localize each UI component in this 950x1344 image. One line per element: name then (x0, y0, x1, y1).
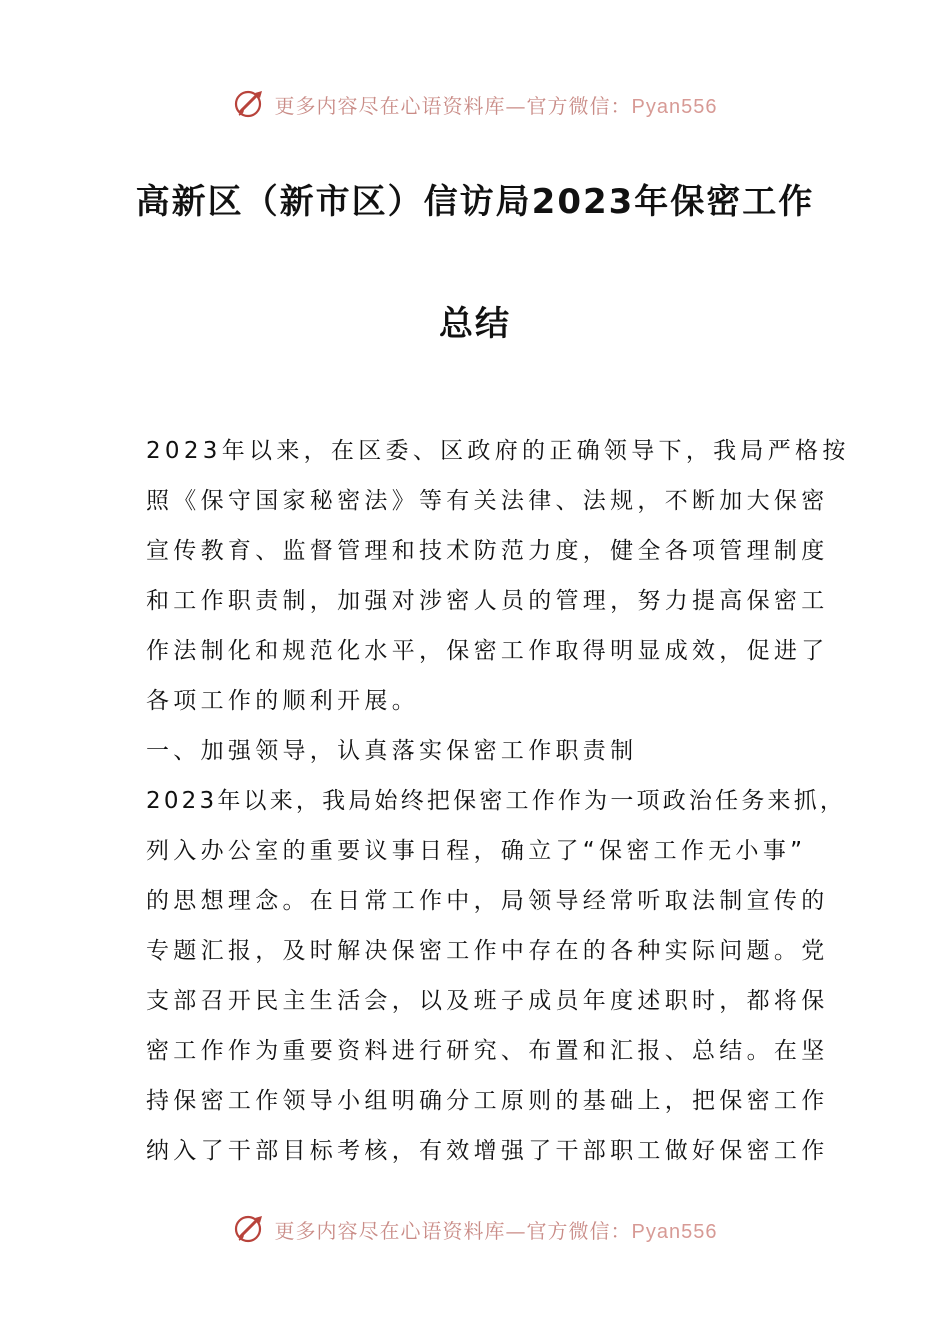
body-line: 持保密工作领导小组明确分工原则的基础上，把保密工作 (146, 1088, 829, 1114)
document-title-continued: 总结 (439, 304, 511, 344)
pen-logo-icon (233, 87, 267, 121)
watermark-text: 更多内容尽在心语资料库—官方微信：Pyan556 (274, 93, 718, 118)
body-line: 2023年以来，我局始终把保密工作作为一项政治任务来抓， (146, 788, 847, 814)
body-line: 各项工作的顺利开展。 (146, 688, 419, 714)
wechat-id: Pyan556 (631, 95, 718, 118)
body-line: 宣传教育、监督管理和技术防范力度，健全各项管理制度 (146, 538, 829, 564)
body-line: 和工作职责制，加强对涉密人员的管理，努力提高保密工 (146, 588, 829, 614)
header-watermark (0, 84, 950, 124)
body-line: 2023年以来，在区委、区政府的正确领导下，我局严格按 (146, 438, 850, 464)
document-body (146, 426, 850, 1176)
body-line: 纳入了干部目标考核，有效增强了干部职工做好保密工作 (146, 1138, 829, 1164)
body-line: 作法制化和规范化水平，保密工作取得明显成效，促进了 (146, 638, 829, 664)
body-line: 照《保守国家秘密法》等有关法律、法规，不断加大保密 (146, 488, 829, 514)
body-line: 专题汇报，及时解决保密工作中存在的各种实际问题。党 (146, 938, 829, 964)
body-line: 密工作作为重要资料进行研究、布置和汇报、总结。在坚 (146, 1038, 829, 1064)
body-line: 的思想理念。在日常工作中，局领导经常听取法制宣传的 (146, 888, 829, 914)
pen-logo-icon (233, 1212, 267, 1246)
section-heading: 一、加强领导，认真落实保密工作职责制 (146, 738, 638, 764)
wechat-id: Pyan556 (631, 1220, 718, 1243)
body-line: 支部召开民主生活会，以及班子成员年度述职时，都将保 (146, 988, 829, 1014)
footer-watermark (0, 1209, 950, 1249)
body-line: 列入办公室的重要议事日程，确立了“保密工作无小事” (146, 838, 807, 864)
document-title: 高新区（新市区）信访局2023年保密工作 (135, 182, 815, 222)
watermark-text: 更多内容尽在心语资料库—官方微信：Pyan556 (274, 1218, 718, 1243)
